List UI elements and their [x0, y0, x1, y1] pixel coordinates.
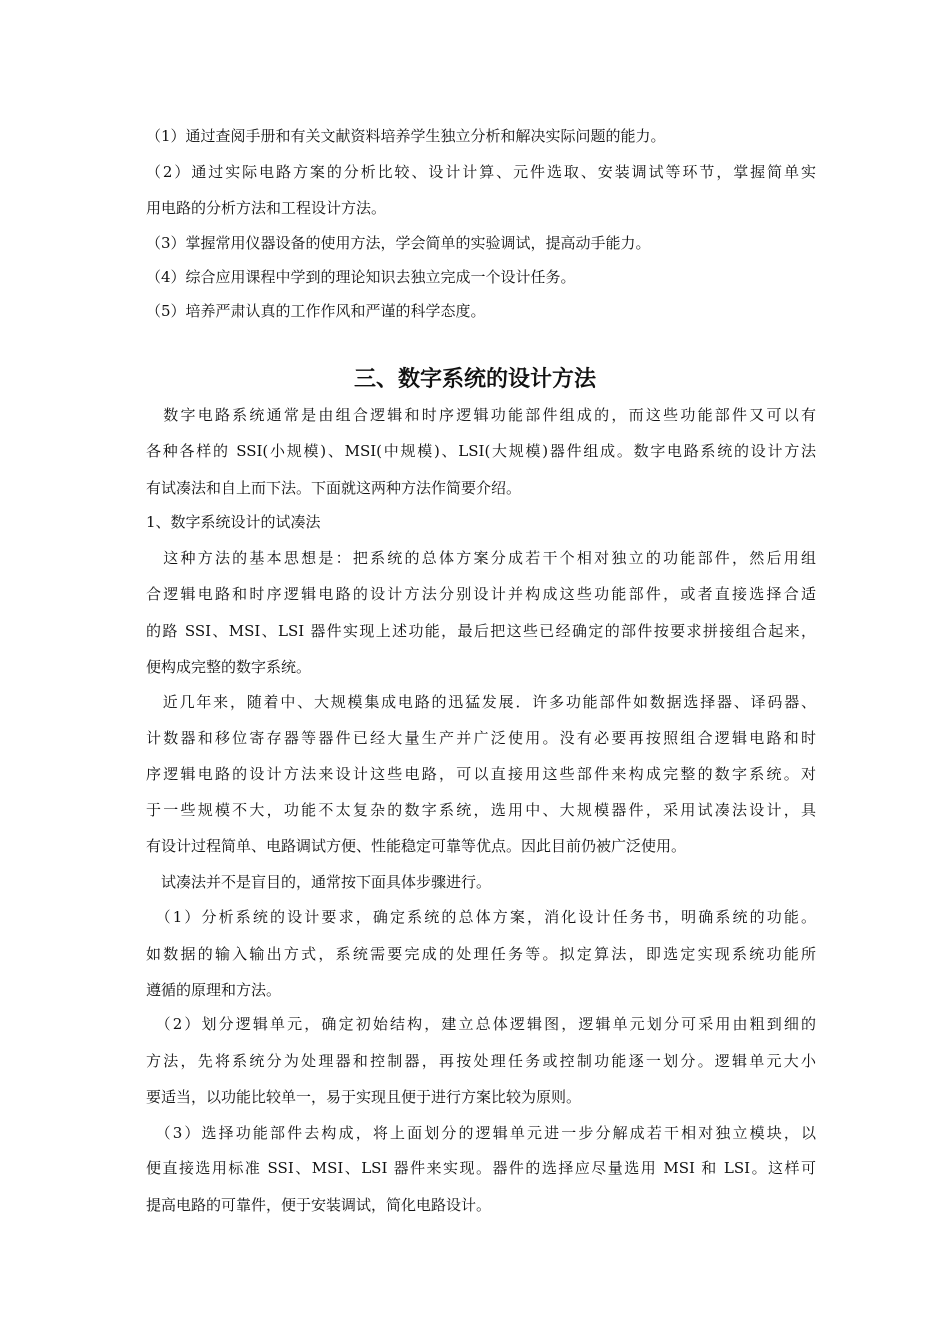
paragraph-line: 合逻辑电路和时序逻辑电路的设计方法分别设计并构成这些功能部件，或者直接选择合适 — [146, 585, 816, 603]
paragraph-line: 计数器和移位寄存器等器件已经大量生产并广泛使用。没有必要再按照组合逻辑电路和时 — [146, 729, 816, 747]
section-heading: 三、数字系统的设计方法 — [353, 367, 596, 392]
paragraph-line: 方法，先将系统分为处理器和控制器，再按处理任务或控制功能逐一划分。逻辑单元大小 — [146, 1052, 816, 1070]
paragraph-line: 要适当，以功能比较单一，易于实现且便于进行方案比较为原则。 — [146, 1088, 582, 1106]
paragraph-line: 提高电路的可靠件，便于安装调试，简化电路设计。 — [146, 1196, 492, 1214]
objective-2: （2）通过实际电路方案的分析比较、设计计算、元件选取、安装调试等环节，掌握简单实 — [146, 163, 816, 181]
paragraph-line: 近几年来，随着中、大规模集成电路的迅猛发展．许多功能部件如数据选择器、译码器、 — [146, 693, 816, 711]
objective-2-cont: 用电路的分析方法和工程设计方法。 — [146, 199, 387, 217]
paragraph-line: 有试凑法和自上而下法。下面就这两种方法作简要介绍。 — [146, 479, 522, 497]
paragraph-line: 的路 SSI、MSI、LSI 器件实现上述功能，最后把这些已经确定的部件按要求拼接组合起来， — [146, 622, 816, 640]
objective-1: （1）通过查阅手册和有关文献资料培养学生独立分析和解决实际问题的能力。 — [146, 127, 666, 145]
paragraph-line: 试凑法并不是盲目的，通常按下面具体步骤进行。 — [146, 873, 492, 891]
paragraph-line: （3）选择功能部件去构成，将上面划分的逻辑单元进一步分解成若干相对独立模块，以 — [146, 1124, 816, 1142]
paragraph-line: 遵循的原理和方法。 — [146, 981, 282, 999]
objective-3: （3）掌握常用仪器设备的使用方法，学会简单的实验调试，提高动手能力。 — [146, 234, 651, 252]
paragraph-line: 数字电路系统通常是由组合逻辑和时序逻辑功能部件组成的，而这些功能部件又可以有 — [146, 406, 816, 424]
paragraph-line: 各种各样的 SSI(小规模)、MSI(中规模)、LSI(大规模)器件组成。数字电路系统的设计方法 — [146, 442, 816, 460]
paragraph-line: 这种方法的基本思想是：把系统的总体方案分成若干个相对独立的功能部件，然后用组 — [146, 549, 816, 567]
paragraph-line: 序逻辑电路的设计方法来设计这些电路，可以直接用这些部件来构成完整的数字系统。对 — [146, 765, 816, 783]
paragraph-line: 于一些规模不大，功能不太复杂的数字系统，选用中、大规模器件，采用试凑法设计，具 — [146, 801, 816, 819]
paragraph-line: （1）分析系统的设计要求，确定系统的总体方案，消化设计任务书，明确系统的功能。 — [146, 908, 816, 926]
paragraph-line: 便构成完整的数字系统。 — [146, 658, 312, 676]
paragraph-line: 便直接选用标准 SSI、MSI、LSI 器件来实现。器件的选择应尽量选用 MSI 和 LSI。这样可 — [146, 1159, 816, 1177]
objective-4: （4）综合应用课程中学到的理论知识去独立完成一个设计任务。 — [146, 268, 576, 286]
paragraph-line: 有设计过程简单、电路调试方便、性能稳定可靠等优点。因此目前仍被广泛使用。 — [146, 837, 687, 855]
paragraph-line: 如数据的输入输出方式，系统需要完成的处理任务等。拟定算法，即选定实现系统功能所 — [146, 945, 816, 963]
subsection-heading: 1、数字系统设计的试凑法 — [146, 513, 321, 531]
paragraph-line: （2）划分逻辑单元，确定初始结构，建立总体逻辑图，逻辑单元划分可采用由粗到细的 — [146, 1015, 816, 1033]
objective-5: （5）培养严肃认真的工作作风和严谨的科学态度。 — [146, 302, 486, 320]
